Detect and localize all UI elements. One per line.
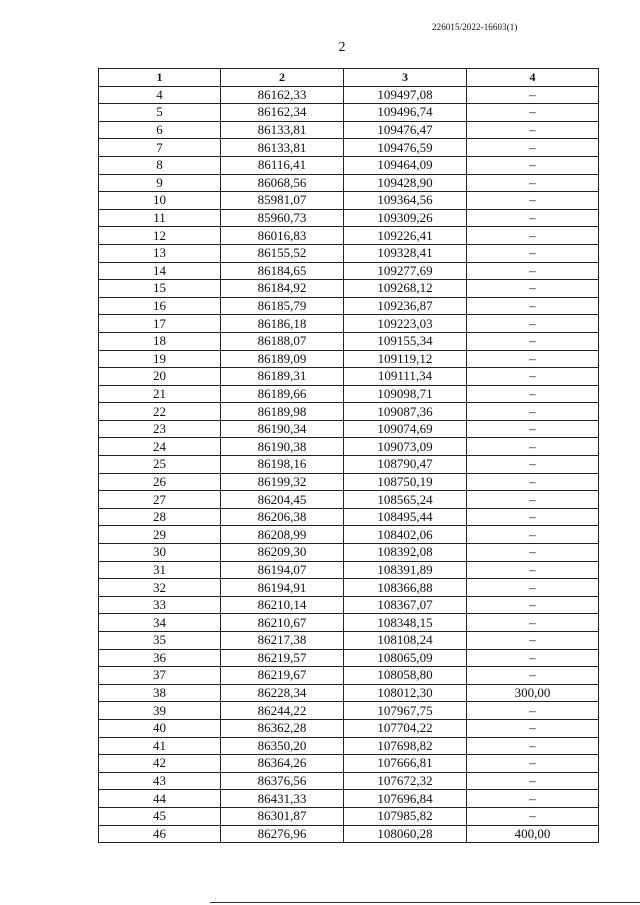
- x-coordinate-cell: 86219,57: [221, 649, 344, 667]
- point-number-cell: 22: [99, 403, 221, 421]
- point-number-cell: 25: [99, 456, 221, 474]
- x-coordinate-cell: 86186,18: [221, 315, 344, 333]
- table-row: [99, 526, 599, 544]
- y-coordinate-cell: 109496,74: [344, 104, 467, 122]
- table-row: [99, 807, 599, 825]
- y-coordinate-cell: 109226,41: [344, 227, 467, 245]
- y-coordinate-cell: 109464,09: [344, 156, 467, 174]
- point-number-cell: 18: [99, 332, 221, 350]
- value-cell: –: [467, 156, 599, 174]
- column-header-3: 3: [344, 69, 467, 87]
- table-row: [99, 719, 599, 737]
- y-coordinate-cell: 109309,26: [344, 209, 467, 227]
- point-number-cell: 42: [99, 755, 221, 773]
- bottom-divider: [210, 902, 640, 903]
- value-cell: –: [467, 807, 599, 825]
- value-cell: –: [467, 508, 599, 526]
- x-coordinate-cell: 86362,28: [221, 719, 344, 737]
- value-cell: –: [467, 632, 599, 650]
- point-number-cell: 32: [99, 579, 221, 597]
- x-coordinate-cell: 86208,99: [221, 526, 344, 544]
- x-coordinate-cell: 86116,41: [221, 156, 344, 174]
- point-number-cell: 9: [99, 174, 221, 192]
- column-header-2: 2: [221, 69, 344, 87]
- point-number-cell: 15: [99, 280, 221, 298]
- y-coordinate-cell: 108065,09: [344, 649, 467, 667]
- value-cell: –: [467, 561, 599, 579]
- point-number-cell: 30: [99, 544, 221, 562]
- point-number-cell: 45: [99, 807, 221, 825]
- point-number-cell: 37: [99, 667, 221, 685]
- x-coordinate-cell: 86068,56: [221, 174, 344, 192]
- point-number-cell: 4: [99, 86, 221, 104]
- value-cell: –: [467, 332, 599, 350]
- value-cell: –: [467, 174, 599, 192]
- value-cell: –: [467, 86, 599, 104]
- table-row: [99, 280, 599, 298]
- x-coordinate-cell: 86162,33: [221, 86, 344, 104]
- value-cell: –: [467, 420, 599, 438]
- y-coordinate-cell: 109119,12: [344, 350, 467, 368]
- point-number-cell: 19: [99, 350, 221, 368]
- table-row: [99, 209, 599, 227]
- point-number-cell: 27: [99, 491, 221, 509]
- y-coordinate-cell: 107698,82: [344, 737, 467, 755]
- table-row: [99, 825, 599, 843]
- point-number-cell: 43: [99, 772, 221, 790]
- y-coordinate-cell: 109155,34: [344, 332, 467, 350]
- x-coordinate-cell: 86217,38: [221, 632, 344, 650]
- x-coordinate-cell: 86194,91: [221, 579, 344, 597]
- value-cell: –: [467, 755, 599, 773]
- value-cell: –: [467, 315, 599, 333]
- point-number-cell: 21: [99, 385, 221, 403]
- value-cell: –: [467, 456, 599, 474]
- table-row: [99, 121, 599, 139]
- x-coordinate-cell: 86189,31: [221, 368, 344, 386]
- value-cell: –: [467, 350, 599, 368]
- table-row: [99, 596, 599, 614]
- value-cell: –: [467, 667, 599, 685]
- y-coordinate-cell: 109236,87: [344, 297, 467, 315]
- y-coordinate-cell: 108348,15: [344, 614, 467, 632]
- x-coordinate-cell: 86210,67: [221, 614, 344, 632]
- value-cell: –: [467, 244, 599, 262]
- value-cell: 400,00: [467, 825, 599, 843]
- value-cell: –: [467, 438, 599, 456]
- table-row: [99, 368, 599, 386]
- y-coordinate-cell: 109328,41: [344, 244, 467, 262]
- table-row: [99, 561, 599, 579]
- table-row: [99, 403, 599, 421]
- y-coordinate-cell: 107985,82: [344, 807, 467, 825]
- y-coordinate-cell: 108402,06: [344, 526, 467, 544]
- point-number-cell: 14: [99, 262, 221, 280]
- table-row: [99, 737, 599, 755]
- x-coordinate-cell: 86184,65: [221, 262, 344, 280]
- point-number-cell: 26: [99, 473, 221, 491]
- value-cell: –: [467, 790, 599, 808]
- value-cell: –: [467, 649, 599, 667]
- x-coordinate-cell: 86199,32: [221, 473, 344, 491]
- table-row: [99, 473, 599, 491]
- table-row: [99, 614, 599, 632]
- page-number: 2: [338, 40, 346, 55]
- x-coordinate-cell: 86350,20: [221, 737, 344, 755]
- y-coordinate-cell: 109497,08: [344, 86, 467, 104]
- y-coordinate-cell: 108391,89: [344, 561, 467, 579]
- x-coordinate-cell: 86276,96: [221, 825, 344, 843]
- y-coordinate-cell: 109223,03: [344, 315, 467, 333]
- value-cell: –: [467, 544, 599, 562]
- table-row: [99, 491, 599, 509]
- value-cell: –: [467, 209, 599, 227]
- table-row: [99, 156, 599, 174]
- x-coordinate-cell: 86189,66: [221, 385, 344, 403]
- point-number-cell: 23: [99, 420, 221, 438]
- y-coordinate-cell: 107704,22: [344, 719, 467, 737]
- table-row: [99, 86, 599, 104]
- point-number-cell: 34: [99, 614, 221, 632]
- point-number-cell: 5: [99, 104, 221, 122]
- point-number-cell: 46: [99, 825, 221, 843]
- table-row: [99, 702, 599, 720]
- value-cell: –: [467, 596, 599, 614]
- x-coordinate-cell: 86190,34: [221, 420, 344, 438]
- point-number-cell: 35: [99, 632, 221, 650]
- column-header-4: 4: [467, 69, 599, 87]
- table-row: [99, 262, 599, 280]
- table-row: [99, 632, 599, 650]
- x-coordinate-cell: 86189,98: [221, 403, 344, 421]
- point-number-cell: 6: [99, 121, 221, 139]
- y-coordinate-cell: 108058,80: [344, 667, 467, 685]
- table-row: [99, 227, 599, 245]
- value-cell: –: [467, 737, 599, 755]
- point-number-cell: 8: [99, 156, 221, 174]
- value-cell: –: [467, 772, 599, 790]
- y-coordinate-cell: 108108,24: [344, 632, 467, 650]
- x-coordinate-cell: 86185,79: [221, 297, 344, 315]
- value-cell: –: [467, 719, 599, 737]
- x-coordinate-cell: 86189,09: [221, 350, 344, 368]
- point-number-cell: 41: [99, 737, 221, 755]
- value-cell: –: [467, 192, 599, 210]
- value-cell: –: [467, 491, 599, 509]
- value-cell: –: [467, 579, 599, 597]
- point-number-cell: 39: [99, 702, 221, 720]
- table-row: [99, 350, 599, 368]
- point-number-cell: 10: [99, 192, 221, 210]
- table-row: [99, 315, 599, 333]
- x-coordinate-cell: 86376,56: [221, 772, 344, 790]
- point-number-cell: 11: [99, 209, 221, 227]
- x-coordinate-cell: 86431,33: [221, 790, 344, 808]
- point-number-cell: 33: [99, 596, 221, 614]
- table-row: [99, 174, 599, 192]
- y-coordinate-cell: 108750,19: [344, 473, 467, 491]
- y-coordinate-cell: 107666,81: [344, 755, 467, 773]
- table-row: [99, 420, 599, 438]
- value-cell: 300,00: [467, 684, 599, 702]
- x-coordinate-cell: 86210,14: [221, 596, 344, 614]
- point-number-cell: 13: [99, 244, 221, 262]
- value-cell: –: [467, 385, 599, 403]
- y-coordinate-cell: 108060,28: [344, 825, 467, 843]
- y-coordinate-cell: 107696,84: [344, 790, 467, 808]
- value-cell: –: [467, 526, 599, 544]
- x-coordinate-cell: 86204,45: [221, 491, 344, 509]
- table-row: [99, 332, 599, 350]
- table-row: [99, 508, 599, 526]
- value-cell: –: [467, 368, 599, 386]
- value-cell: –: [467, 262, 599, 280]
- y-coordinate-cell: 109428,90: [344, 174, 467, 192]
- y-coordinate-cell: 109476,47: [344, 121, 467, 139]
- y-coordinate-cell: 108012,30: [344, 684, 467, 702]
- y-coordinate-cell: 109268,12: [344, 280, 467, 298]
- x-coordinate-cell: 86228,34: [221, 684, 344, 702]
- table-row: [99, 139, 599, 157]
- value-cell: –: [467, 121, 599, 139]
- x-coordinate-cell: 86133,81: [221, 121, 344, 139]
- table-row: [99, 104, 599, 122]
- table-row: [99, 684, 599, 702]
- table-row: [99, 649, 599, 667]
- table-row: [99, 438, 599, 456]
- y-coordinate-cell: 108366,88: [344, 579, 467, 597]
- y-coordinate-cell: 108367,07: [344, 596, 467, 614]
- y-coordinate-cell: 109364,56: [344, 192, 467, 210]
- x-coordinate-cell: 85981,07: [221, 192, 344, 210]
- x-coordinate-cell: 86198,16: [221, 456, 344, 474]
- value-cell: –: [467, 473, 599, 491]
- y-coordinate-cell: 108565,24: [344, 491, 467, 509]
- y-coordinate-cell: 109098,71: [344, 385, 467, 403]
- table-row: [99, 790, 599, 808]
- table-row: [99, 544, 599, 562]
- value-cell: –: [467, 280, 599, 298]
- table-row: [99, 755, 599, 773]
- point-number-cell: 12: [99, 227, 221, 245]
- table-row: [99, 456, 599, 474]
- x-coordinate-cell: 86190,38: [221, 438, 344, 456]
- document-number: 226015/2022-16603(1): [432, 22, 518, 32]
- y-coordinate-cell: 109277,69: [344, 262, 467, 280]
- x-coordinate-cell: 86016,83: [221, 227, 344, 245]
- column-header-1: 1: [99, 69, 221, 87]
- value-cell: –: [467, 104, 599, 122]
- table-row: [99, 667, 599, 685]
- x-coordinate-cell: 86301,87: [221, 807, 344, 825]
- x-coordinate-cell: 86188,07: [221, 332, 344, 350]
- y-coordinate-cell: 107672,32: [344, 772, 467, 790]
- value-cell: –: [467, 227, 599, 245]
- point-number-cell: 36: [99, 649, 221, 667]
- table-row: [99, 244, 599, 262]
- y-coordinate-cell: 109476,59: [344, 139, 467, 157]
- x-coordinate-cell: 86244,22: [221, 702, 344, 720]
- x-coordinate-cell: 86133,81: [221, 139, 344, 157]
- x-coordinate-cell: 86364,26: [221, 755, 344, 773]
- y-coordinate-cell: 109074,69: [344, 420, 467, 438]
- x-coordinate-cell: 86194,07: [221, 561, 344, 579]
- table-header-row: [99, 69, 599, 87]
- x-coordinate-cell: 86219,67: [221, 667, 344, 685]
- y-coordinate-cell: 109111,34: [344, 368, 467, 386]
- y-coordinate-cell: 107967,75: [344, 702, 467, 720]
- y-coordinate-cell: 109087,36: [344, 403, 467, 421]
- table-row: [99, 192, 599, 210]
- value-cell: –: [467, 139, 599, 157]
- table-row: [99, 297, 599, 315]
- x-coordinate-cell: 86155,52: [221, 244, 344, 262]
- y-coordinate-cell: 108790,47: [344, 456, 467, 474]
- point-number-cell: 17: [99, 315, 221, 333]
- table-row: [99, 772, 599, 790]
- point-number-cell: 7: [99, 139, 221, 157]
- point-number-cell: 38: [99, 684, 221, 702]
- coordinates-table: [98, 68, 599, 843]
- point-number-cell: 24: [99, 438, 221, 456]
- y-coordinate-cell: 108495,44: [344, 508, 467, 526]
- x-coordinate-cell: 86162,34: [221, 104, 344, 122]
- table-row: [99, 579, 599, 597]
- value-cell: –: [467, 702, 599, 720]
- point-number-cell: 40: [99, 719, 221, 737]
- x-coordinate-cell: 86209,30: [221, 544, 344, 562]
- value-cell: –: [467, 297, 599, 315]
- table-body: [99, 86, 599, 843]
- y-coordinate-cell: 109073,09: [344, 438, 467, 456]
- point-number-cell: 28: [99, 508, 221, 526]
- table-row: [99, 385, 599, 403]
- x-coordinate-cell: 86184,92: [221, 280, 344, 298]
- x-coordinate-cell: 86206,38: [221, 508, 344, 526]
- point-number-cell: 29: [99, 526, 221, 544]
- point-number-cell: 44: [99, 790, 221, 808]
- point-number-cell: 16: [99, 297, 221, 315]
- point-number-cell: 31: [99, 561, 221, 579]
- x-coordinate-cell: 85960,73: [221, 209, 344, 227]
- value-cell: –: [467, 614, 599, 632]
- value-cell: –: [467, 403, 599, 421]
- point-number-cell: 20: [99, 368, 221, 386]
- y-coordinate-cell: 108392,08: [344, 544, 467, 562]
